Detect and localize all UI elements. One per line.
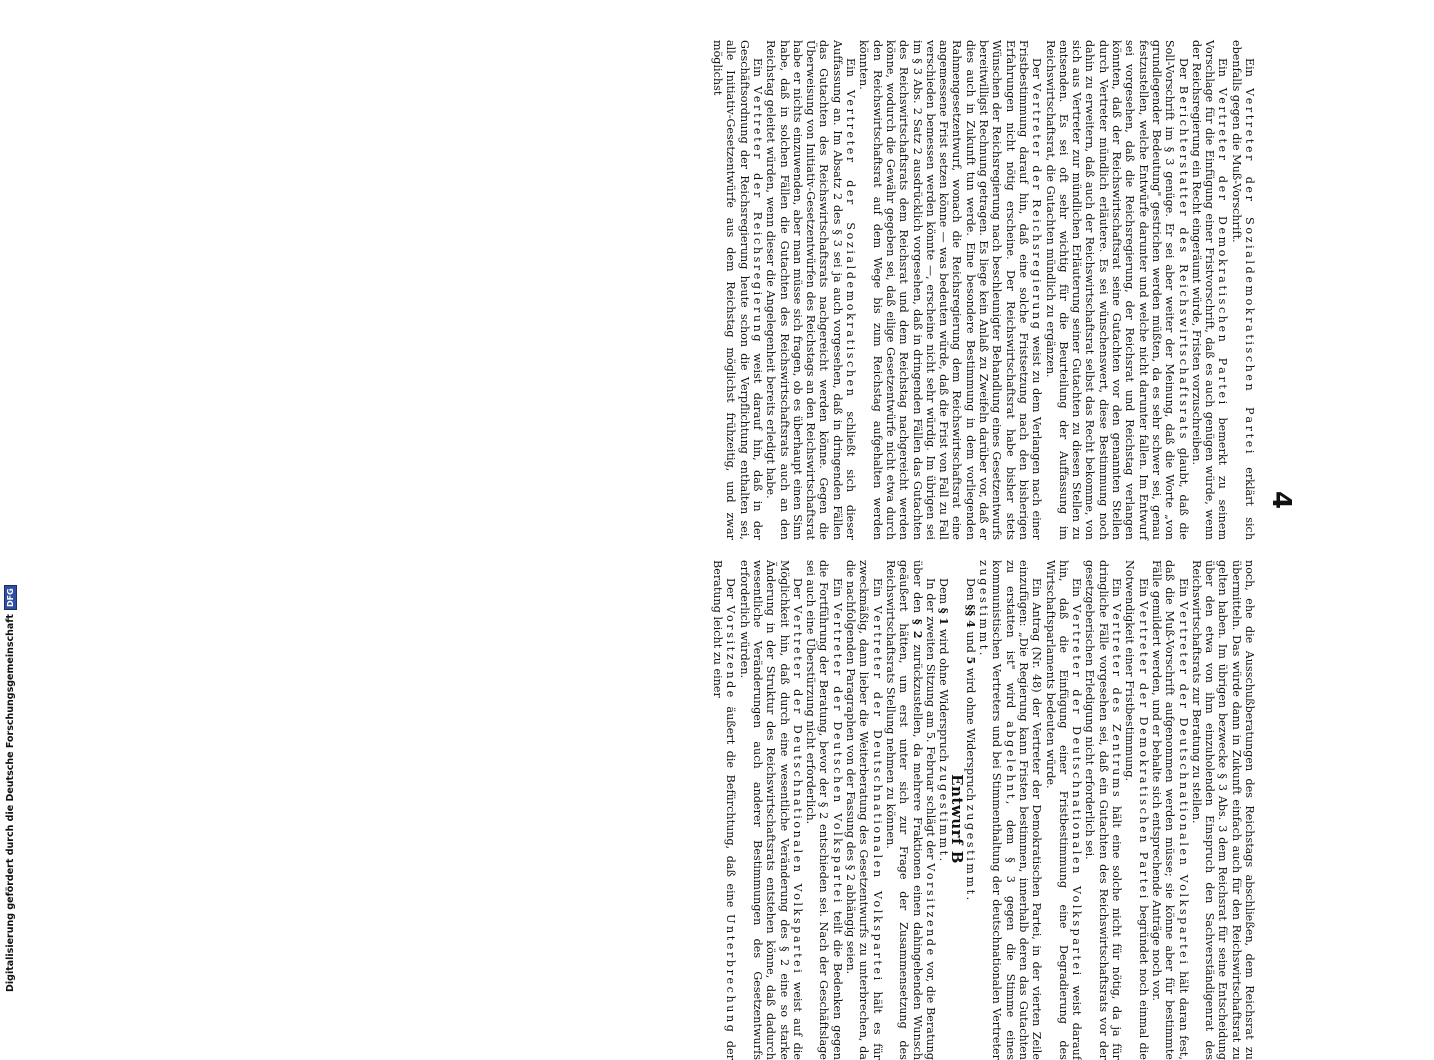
footer-credit: [4, 585, 17, 992]
speaker-label: Vertreter der Deutschnationalen Volkspartei: [1176, 601, 1190, 967]
paragraph: Dem § 1 wird ohne Widerspruch zugestimmt.: [937, 578, 951, 864]
paragraph: Ein Vertreter der Demokratischen Partei begründet noch einmal die Notwendigkeit einer Fristbestimmung.: [1123, 560, 1150, 1060]
vote-result: zugestimmt.: [977, 560, 991, 658]
paragraph: noch, ehe die Ausschußberatungen des Reichstags abschließen, dem Reichsrat zu übermitteln. Das würde dann in Zukunft einfach auch für den Reichswirtschaftsrat zu gelten haben. Im übrigen bezwecke § 3 Abs. 3 dem Reichsrat für seine Entscheidung über den etwa von ihm einzuholenden Einspruch den Sachverständigenrat des Reichswirtschaftsrats zur Beratung zu stellen.: [1189, 560, 1256, 1060]
speaker-label: Vertreter der Demokratischen Partei: [1216, 87, 1230, 407]
speaker-label: Vertreter der Deutschen Volkspartei: [830, 602, 844, 906]
paragraph: Ein Vertreter der Sozialdemokratischen schließt sich dieser Auffassung an. Im Absatz 2 des § 3 sei ja auch vorgesehen, daß in dringenden Fällen das Gutachten des Reichswirtschaftsrats nachgereicht werden könne. Gegen die Überweisung von Initiativ-Gesetzentwürfen des Reichstags an den Reichswirtschaftsrat habe er nichts einzuwenden, aber man müsse sich fragen, ob es überhaupt einen Sinn habe, daß in solchen Fällen die Gutachten des Reichswirtschaftsrats auch an den Reichstag geleitet würden, wenn dieser die Angelegenheit bereits erledigt habe.: [764, 40, 858, 541]
speaker-label: Vertreter des Zentrums: [1110, 603, 1124, 800]
paragraph: Ein Vertreter der Demokratischen Partei bemerkt zu seinem Vorschlage für die Einfügung einer Fristvorschrift, daß es auch genügen würde, wenn der Reichsregierung ein Recht eingeräumt würde, Fristen vorzuschreiben.: [1189, 40, 1230, 541]
paragraph: Ein Vertreter der Deutschen Volkspartei teilt die Bedenken gegen die Fortführung der Beratung, bevor der § 2 entschieden sei. Nach der Geschäftslage sei auch eine Überstürzung nicht erforderlich.: [804, 560, 844, 1060]
section-ref: § 2: [910, 618, 924, 639]
paragraph: Ein Vertreter der Reichsregierung weist darauf hin, daß in der Geschäftsordnung der Reichsregierung heute schon die Verpflichtung enthalten sei, alle Initiativ-Gesetzentwürfe aus dem Reichstag möglichst frühzeitig, und zwar möglichst: [711, 40, 765, 541]
speaker-label: Vertreter der Deutschnationalen Volkspartei: [870, 605, 884, 983]
speaker-label: Vertreter der Reichsregierung: [1030, 83, 1044, 332]
paragraph: Ein Vertreter der Deutschnationalen Volkspartei hält daran fest, daß die Muß-Vorschrift aufgenommen werden müsse; sie könne aber für bestimmte Fälle gemildert werden, und er behalte sich entsprechende Anträge noch vor.: [1149, 560, 1190, 1060]
speaker-label: Vorsitzende: [923, 863, 937, 958]
paragraph: Der Vertreter der Deutschnationalen Volkspartei weist auf die Möglichkeit hin, daß durch eine wesentliche Veränderung des § 2 eine so starke Änderung in der Struktur des Reichswirtschaftsrats entstehen könne, daß dadurch wesentliche Veränderungen auch anderer Bestimmungen des Gesetzentwurfs erforderlich würden.: [737, 560, 804, 1060]
speaker-label: Vertreter der Sozialdemokratischen Partei: [1243, 88, 1256, 457]
paragraph: Ein Vertreter der Deutschnationalen Volkspartei weist darauf hin, daß die Einfügung einer Fristbestimmung eine Degradierung des Wirtschaftsparlaments bedeuten würde.: [1043, 560, 1084, 1060]
dfg-logo-icon: DFG: [4, 585, 17, 610]
left-column: [711, 40, 1256, 540]
footer: [4, 0, 18, 1000]
paragraph: Ein Vertreter der Sozialdemokratischen Partei erklärt sich ebenfalls gegen die Muß-Vorschrift.: [1229, 40, 1256, 541]
paragraph: Der Vorsitzende äußert die Befürchtung, daß eine Unterbrechung der Beratung leicht zu einer: [711, 560, 738, 1060]
vote-result: abgelehnt,: [1003, 721, 1017, 808]
paragraph: Ein Antrag (Nr. 48) der Vertreter der Demokratischen Partei, in der vierten Zeile einzufügen: „Die Regierung kann Fristen bestimmen, innerhalb deren das Gutachten zu erstatten ist" wird abgelehnt, dem § 3 gegen die Stimme eines kommunistischen Vertreters und bei Stimmenthaltung der deutschnationalen Vertreter zugestimmt.: [977, 560, 1044, 1060]
section-title: Entwurf B: [948, 774, 967, 864]
speaker-label: Vertreter der Demokratischen Partei: [1136, 601, 1150, 901]
paragraph: In der zweiten Sitzung am 5. Februar schlägt der Vorsitzende vor, die Beratung über den § 2 zurückzustellen, da mehrere Fraktionen einen dahingehenden Wunsch geäußert hätten, um erst unter sich zur Frage der Zusammensetzung des Reichswirtschaftsrats Stellung nehmen zu können.: [883, 560, 937, 1060]
document-page: [146, 0, 1316, 1060]
vote-result: zugestimmt.: [937, 765, 951, 864]
paragraph: Den §§ 4 und 5 wird ohne Widerspruch zugestimmt.: [963, 578, 977, 903]
paragraph: Der Vertreter der Reichsregierung weist zu dem Verlangen nach einer Fristbestimmung darauf hin, daß eine solche Fristsetzung nach den bisherigen Erfahrungen nicht nötig erscheine. Der Reichswirtschaftsrat habe bisher stets Wünschen der Reichsregierung nach beschleunigter Behandlung eines Gesetzentwurfs bereitwilligst Rechnung getragen. Es liege kein Anlaß zu Zweifeln darüber vor, daß er dies auch in Zukunft tun werde. Eine besondere Bestimmung in dem vorliegenden Rahmengesetzentwurf, wonach die Reichsregierung dem Reichswirtschaftsrat eine angemessene Frist setzen könne — was bedeuten würde, daß die Frist von Fall zu Fall verschieden bemessen werden könnte —, erscheine nicht sehr würdig. Im übrigen sei im § 3 Abs. 2 Satz 2 ausdrücklich vorgesehen, daß in dringenden Fällen das Gutachten des Reichswirtschaftsrats dem Reichsrat und dem Reichstag nachgereicht werden könne, wodurch die Gewähr gegeben sei, daß eilige Gesetzentwürfe nicht etwa durch den Reichswirtschaftsrat auf dem Wege bis zum Reichstag aufgehalten werden könnten.: [857, 40, 1044, 540]
paragraph: Der Berichterstatter des Reichswirtschaftsrats glaubt, daß die Soll-Vorschrift im § 3 genüge. Er sei aber weiter der Meinung, daß die Worte „von grundlegender Bedeutung" gestrichen werden müßten, da es sehr schwer sei, genau festzustellen, welche Entwürfe darunter und welche nicht darunter fallen. Im Entwurf sei vorgesehen, daß die Reichsregierung, der Reichsrat und Reichstag verlangen könnten, daß der Reichswirtschaftsrat seine Gutachten vor den genannten Stellen durch Vertreter mündlich erläutere. Es sei wünschenswert, diese Bestimmung noch dahin zu erweitern, daß auch der Reichswirtschaftsrat selbst das Recht bekomme, von sich aus Vertreter zur mündlichen Erläuterung seiner Gutachten zu diesen Stellen zu entsenden. Es sei oft sehr wichtig für die Beurteilung der Auffassung im Reichswirtschaftsrat, die Gutachten mündlich zu ergänzen.: [1043, 40, 1190, 541]
paragraph: Ein Vertreter des Zentrums hält eine solche nicht für nötig, da ja für dringliche Fälle vorgesehen sei, daß ein Gutachten des Reichswirtschaftsrats vor der gesetzgeberischen Erledigung nicht erforderlich sei.: [1083, 560, 1124, 1060]
footer-credit-text: Digitalisierung gefördert durch die Deutsche Forschungsgemeinschaft: [5, 614, 16, 992]
vote-result: zugestimmt.: [963, 804, 977, 903]
speaker-label: Vertreter der Deutschnationalen Volkspartei: [790, 605, 804, 976]
section-ref: §§ 4: [963, 604, 977, 628]
emphasis: Unterbrechung: [724, 914, 738, 1035]
page-number: 4: [1266, 490, 1296, 510]
section-ref: § 1: [937, 607, 951, 626]
speaker-label: Vorsitzende: [724, 605, 738, 700]
speaker-label: Berichterstatter des Reichswirtschaftsrats: [1176, 85, 1190, 442]
speaker-label: Vertreter der Deutschnationalen Volkspartei: [1070, 604, 1084, 978]
paragraph: Ein Vertreter der Deutschnationalen Volkspartei hält es für zweckmäßig, dann lieber die Weiterberatung des Gesetzentwurfs zu unterbrechen, da die nachfolgenden Paragraphen von der Fassung des § 2 abhängig seien.: [844, 560, 884, 1060]
speaker-label: Vertreter der Reichsregierung: [751, 86, 765, 345]
section-ref: 5: [963, 656, 977, 665]
speaker-label: Vertreter der Sozialdemokratischen: [844, 89, 858, 399]
right-column: [711, 560, 1256, 1060]
